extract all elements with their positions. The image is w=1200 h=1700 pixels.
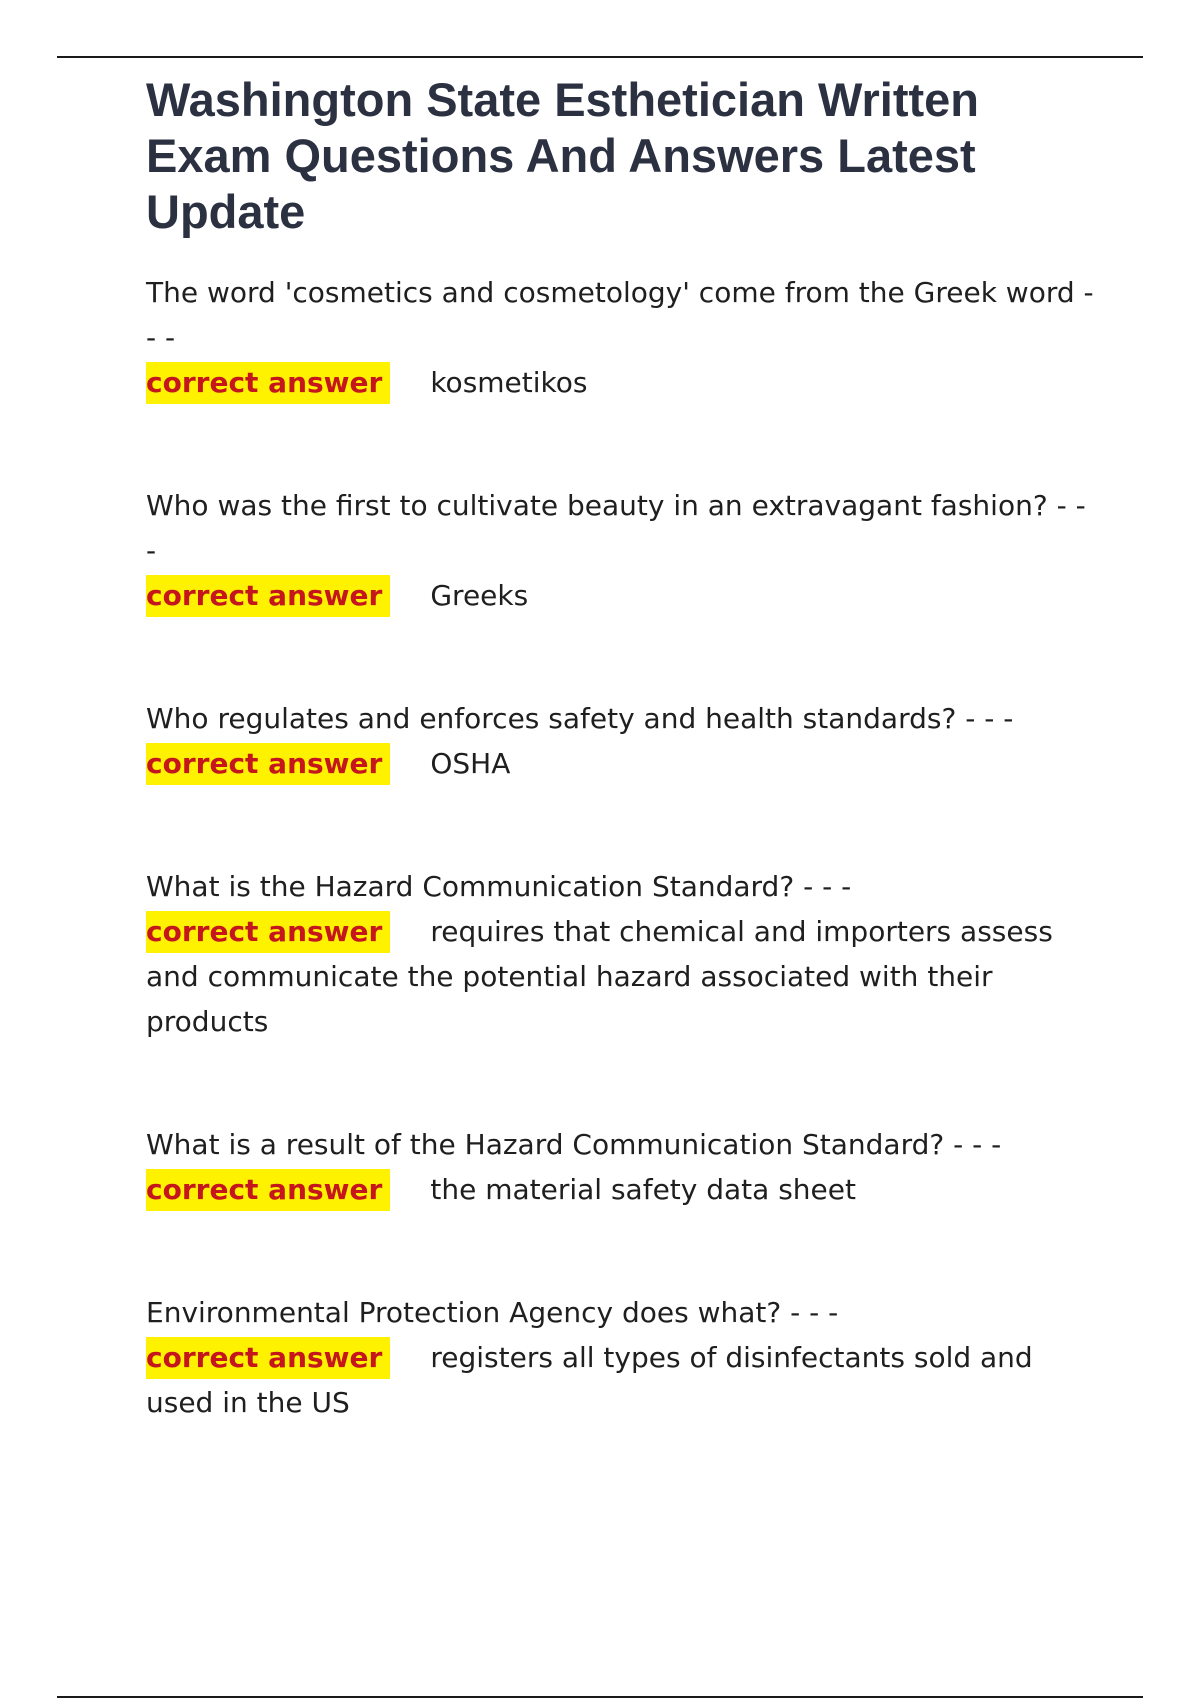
question-text: Who was the first to cultivate beauty in an extravagant fashion? - - - bbox=[146, 489, 1086, 567]
question-text: Environmental Protection Agency does what? - - - bbox=[146, 1296, 839, 1329]
correct-answer-label: correct answer bbox=[146, 911, 390, 953]
qa-item bbox=[146, 864, 1096, 1044]
qa-item bbox=[146, 483, 1096, 618]
answer-row bbox=[146, 909, 1096, 1044]
answer-text: requires that chemical and importers assess and communicate the potential hazard associated with their products bbox=[146, 915, 1053, 1038]
answer-row bbox=[146, 741, 1096, 786]
top-divider bbox=[57, 56, 1143, 58]
document-title: Washington State Esthetician Written Exam Questions And Answers Latest Update bbox=[146, 73, 980, 238]
answer-text: registers all types of disinfectants sold and used in the US bbox=[146, 1341, 1033, 1419]
answer-text: kosmetikos bbox=[430, 366, 588, 399]
qa-item bbox=[146, 270, 1096, 405]
answer-row bbox=[146, 1335, 1096, 1425]
question-text: The word 'cosmetics and cosmetology' come from the Greek word - - - bbox=[146, 276, 1094, 354]
question-text: What is a result of the Hazard Communication Standard? - - - bbox=[146, 1128, 1002, 1161]
question-text: What is the Hazard Communication Standard? - - - bbox=[146, 870, 852, 903]
answer-row bbox=[146, 360, 1096, 405]
correct-answer-label: correct answer bbox=[146, 575, 390, 617]
correct-answer-label: correct answer bbox=[146, 743, 390, 785]
bottom-divider bbox=[57, 1696, 1143, 1698]
correct-answer-label: correct answer bbox=[146, 362, 390, 404]
document-body bbox=[146, 72, 1096, 1503]
question-text: Who regulates and enforces safety and health standards? - - - bbox=[146, 702, 1014, 735]
answer-row bbox=[146, 573, 1096, 618]
qa-item bbox=[146, 696, 1096, 786]
qa-item bbox=[146, 1122, 1096, 1212]
answer-row bbox=[146, 1167, 1096, 1212]
answer-text: OSHA bbox=[430, 747, 511, 780]
answer-text: Greeks bbox=[430, 579, 529, 612]
qa-list bbox=[146, 270, 1096, 1425]
correct-answer-label: correct answer bbox=[146, 1337, 390, 1379]
qa-item bbox=[146, 1290, 1096, 1425]
answer-text: the material safety data sheet bbox=[430, 1173, 856, 1206]
correct-answer-label: correct answer bbox=[146, 1169, 390, 1211]
